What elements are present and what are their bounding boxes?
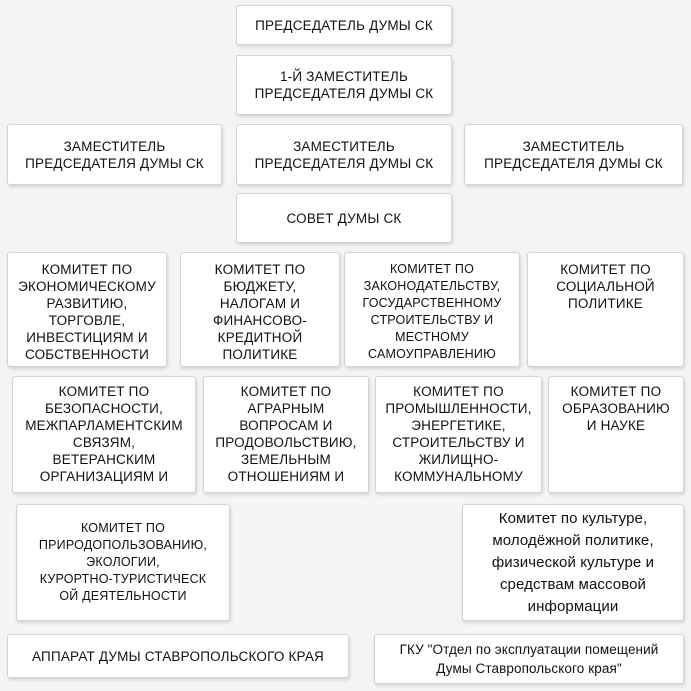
- node-committee-industry: [375, 376, 542, 493]
- node-council: [236, 193, 452, 243]
- node-committee-nature: [16, 504, 230, 621]
- node-apparatus: [7, 634, 349, 678]
- node-council-label: СОВЕТ ДУМЫ СК: [286, 210, 402, 226]
- node-chairman-label: ПРЕДСЕДАТЕЛЬ ДУМЫ СК: [255, 17, 433, 33]
- node-committee-budget-label: КОМИТЕТ ПО БЮДЖЕТУ, НАЛОГАМ И ФИНАНСОВО- КРЕДИТНОЙ ПОЛИТИКЕ: [213, 262, 307, 362]
- node-chairman: [236, 5, 452, 45]
- node-committee-security-label: КОМИТЕТ ПО БЕЗОПАСНОСТИ, МЕЖПАРЛАМЕНТСКИМ СВЯЗЯМ, ВЕТЕРАНСКИМ ОРГАНИЗАЦИЯМ И: [25, 384, 183, 484]
- node-committee-agrarian: [203, 376, 369, 493]
- node-gku-label: ГКУ "Отдел по эксплуатации помещений Думы Ставропольского края": [399, 642, 659, 676]
- node-deputy-left-label: ЗАМЕСТИТЕЛЬ ПРЕДСЕДАТЕЛЯ ДУМЫ СК: [25, 138, 204, 171]
- node-deputy-right: [464, 124, 683, 185]
- node-committee-education: [548, 376, 684, 493]
- node-committee-economy-label: КОМИТЕТ ПО ЭКОНОМИЧЕСКОМУ РАЗВИТИЮ, ТОРГОВЛЕ, ИНВЕСТИЦИЯМ И СОБСТВЕННОСТИ: [18, 262, 156, 362]
- node-committee-social-label: КОМИТЕТ ПО СОЦИАЛЬНОЙ ПОЛИТИКЕ: [556, 262, 655, 311]
- node-committee-budget: [180, 252, 340, 367]
- node-apparatus-label: АППАРАТ ДУМЫ СТАВРОПОЛЬСКОГО КРАЯ: [31, 648, 324, 664]
- node-deputy-right-label: ЗАМЕСТИТЕЛЬ ПРЕДСЕДАТЕЛЯ ДУМЫ СК: [484, 138, 663, 171]
- node-deputy-center: [236, 124, 452, 185]
- node-committee-education-label: КОМИТЕТ ПО ОБРАЗОВАНИЮ И НАУКЕ: [562, 384, 670, 433]
- node-deputy-center-label: ЗАМЕСТИТЕЛЬ ПРЕДСЕДАТЕЛЯ ДУМЫ СК: [254, 138, 434, 171]
- node-committee-economy: [7, 252, 167, 367]
- node-committee-nature-label: КОМИТЕТ ПО ПРИРОДОПОЛЬЗОВАНИЮ, ЭКОЛОГИИ, КУРОРТНО-ТУРИСТИЧЕСК ОЙ ДЕЯТЕЛЬНОСТИ: [38, 521, 208, 603]
- node-committee-culture-label: Комитет по культуре, молодёжной политике, физической культуре и средствам массовой информации: [491, 509, 655, 615]
- node-committee-security: [12, 376, 196, 493]
- node-committee-culture: [462, 504, 684, 621]
- node-gku: [374, 634, 684, 684]
- node-committee-industry-label: КОМИТЕТ ПО ПРОМЫШЛЕННОСТИ, ЭНЕРГЕТИКЕ, СТРОИТЕЛЬСТВУ И ЖИЛИЩНО- КОММУНАЛЬНОМУ: [385, 384, 532, 484]
- node-committee-legislation-label: КОМИТЕТ ПО ЗАКОНОДАТЕЛЬСТВУ, ГОСУДАРСТВЕННОМУ СТРОИТЕЛЬСТВУ И МЕСТНОМУ САМОУПРАВЛЕНИЮ: [362, 262, 502, 361]
- node-first-deputy: [236, 55, 452, 115]
- node-first-deputy-label: 1-Й ЗАМЕСТИТЕЛЬ ПРЕДСЕДАТЕЛЯ ДУМЫ СК: [254, 69, 434, 101]
- node-committee-legislation: [344, 252, 520, 367]
- node-deputy-left: [7, 124, 222, 185]
- node-committee-social: [527, 252, 684, 367]
- node-committee-agrarian-label: КОМИТЕТ ПО АГРАРНЫМ ВОПРОСАМ И ПРОДОВОЛЬСТВИЮ, ЗЕМЕЛЬНЫМ ОТНОШЕНИЯМ И: [215, 384, 357, 484]
